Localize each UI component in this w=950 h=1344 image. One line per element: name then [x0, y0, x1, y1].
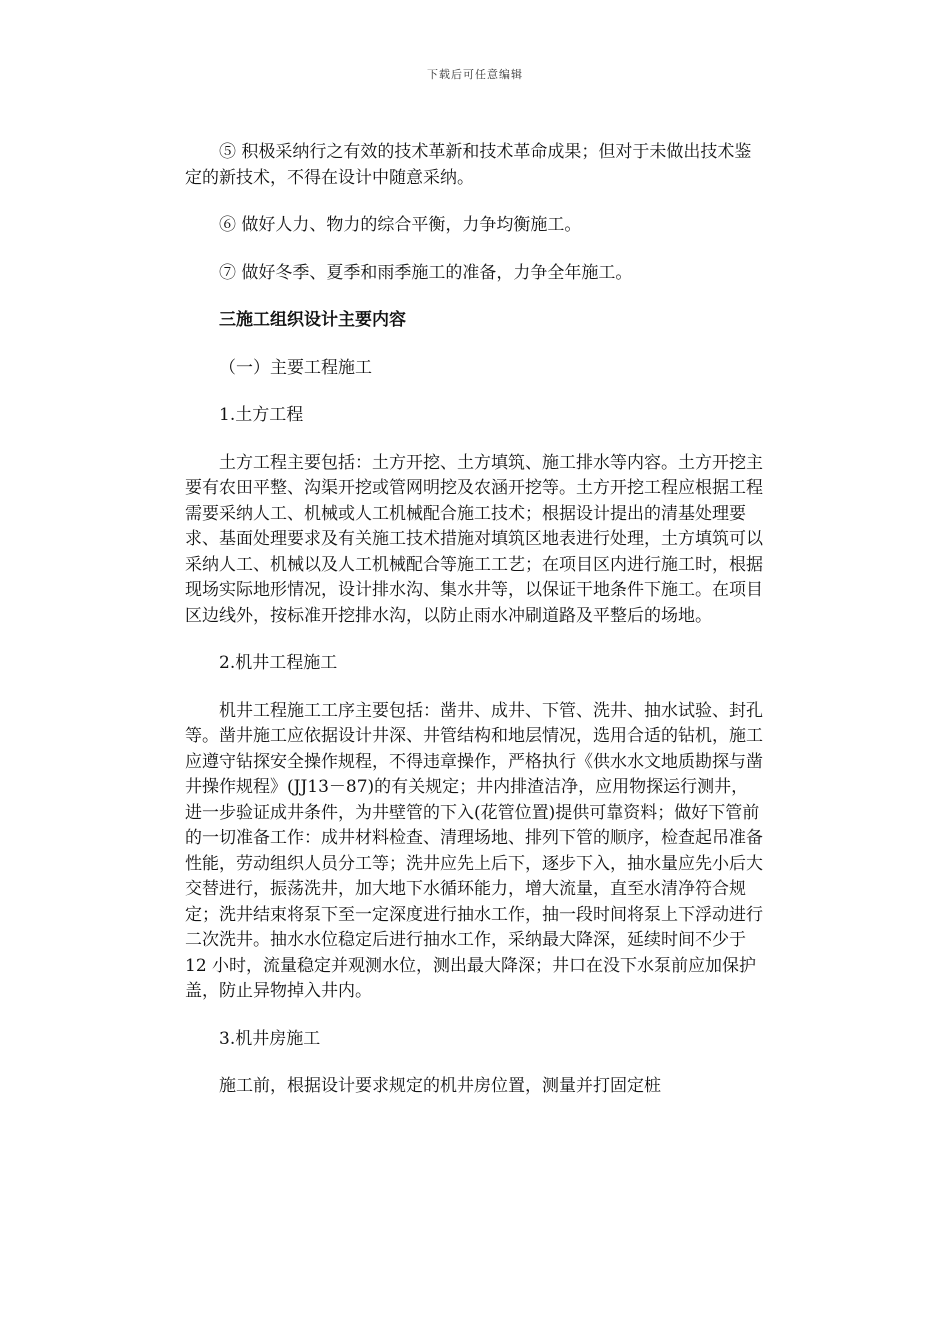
- item-1-title: 1.土方工程: [219, 405, 304, 425]
- page-header: 下载后可任意编辑: [427, 68, 523, 81]
- paragraph-item-6: ⑥ 做好人力、物力的综合平衡，力争均衡施工。: [219, 215, 582, 235]
- paragraph-item-7: ⑦ 做好冬季、夏季和雨季施工的准备，力争全年施工。: [219, 262, 633, 283]
- item-3-body: 施工前，根据设计要求规定的机井房位置，测量并打固定桩: [219, 1076, 661, 1096]
- item-2-title: 2.机井工程施工: [219, 653, 338, 673]
- paragraph-item-5: ⑤ 积极采纳行之有效的技术革新和技术革命成果；但对于未做出技术鉴定的新技术，不得在设计中随意采纳。: [185, 142, 752, 188]
- section-heading-3: 三施工组织设计主要内容: [219, 310, 406, 330]
- document-body: [185, 140, 765, 1100]
- item-1-body: 土方工程主要包括：土方开挖、土方填筑、施工排水等内容。土方开挖主要有农田平整、沟渠开挖或管网明挖及农涵开挖等。土方开挖工程应根据工程需要采纳人工、机械或人工机械配合施工技术；根据设计提出的清基处理要求、基面处理要求及有关施工技术措施对填筑区地表进行处理，土方填筑可以采纳人工、机械以及人工机械配合等施工工艺；在项目区内进行施工时，根据现场实际地形情况，设计排水沟、集水井等，以保证干地条件下施工。在项目区边线外，按标准开挖排水沟，以防止雨水冲刷道路及平整后的场地。: [185, 452, 763, 626]
- subsection-heading-1: （一）主要工程施工: [219, 357, 372, 378]
- item-2-body: 机井工程施工工序主要包括：凿井、成井、下管、洗井、抽水试验、封孔等。凿井施工应依据设计井深、井管结构和地层情况，选用合适的钻机，施工应遵守钻探安全操作规程，不得违章操作，严格执行《供水水文地质勘探与凿井操作规程》(JJ13－87)的有关规定；井内排渣洁净，应用物探运行测井，进一步验证成井条件，为井壁管的下入(花管位置)提供可靠资料；做好下管前的一切准备工作：成井材料检查、清理场地、排列下管的顺序，检查起吊准备性能，劳动组织人员分工等；洗井应先上后下，逐步下入，抽水量应先小后大交替进行，振荡洗井，加大地下水循环能力，增大流量，直至水清净符合规定；洗井结束将泵下至一定深度进行抽水工作，抽一段时间将泵上下浮动进行二次洗井。抽水水位稳定后进行抽水工作，采纳最大降深，延续时间不少于12 小时，流量稳定并观测水位，测出最大降深；井口在没下水泵前应加保护盖，防止异物掉入井内。: [185, 700, 763, 1001]
- item-3-title: 3.机井房施工: [219, 1028, 321, 1049]
